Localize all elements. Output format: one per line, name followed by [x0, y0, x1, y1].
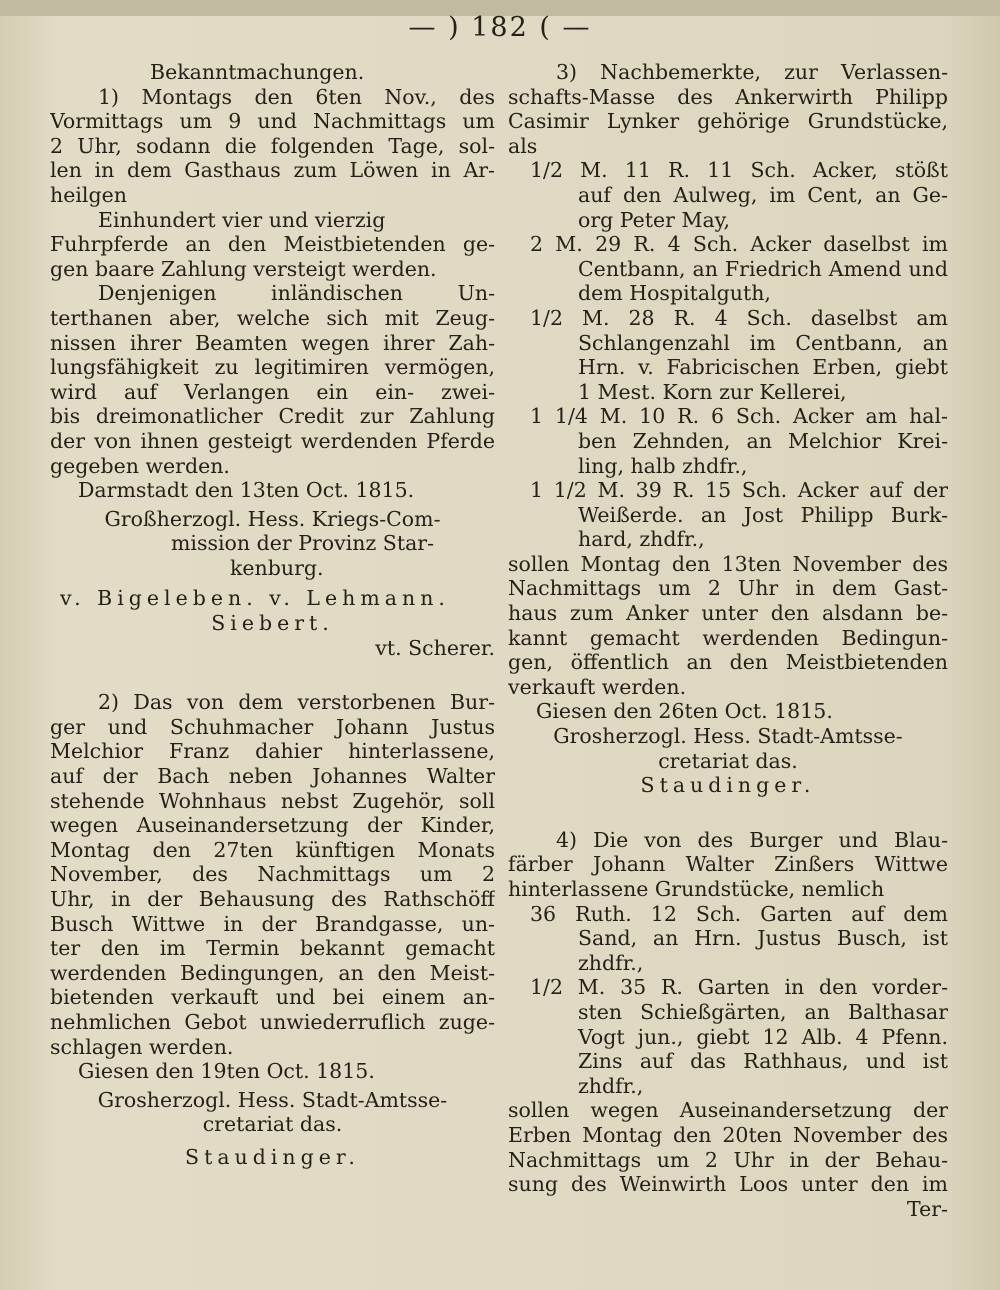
notice-1 [50, 85, 495, 661]
text-line: Uhr, in der Behausung des Rathschöff [50, 887, 495, 911]
authority-line: cretariat das. [658, 748, 798, 773]
item-line: sten Schießgärten, an Balthasar [578, 999, 948, 1024]
text-line: als [508, 133, 538, 158]
left-column [50, 60, 495, 1170]
text-line: schafts-Masse des Ankerwirth Philipp [508, 84, 948, 109]
text-line: Melchior Franz dahier hinterlassene, [50, 739, 495, 764]
text-line: gen, öffentlich an den Meistbietenden [508, 650, 948, 675]
authority-line: cretariat das. [202, 1112, 343, 1137]
text-line: auf der Bach neben Johannes Walter [50, 764, 495, 789]
text-line: schlagen werden. [50, 1034, 234, 1059]
text-line: wegen Auseinandersetzung der Kinder, [50, 813, 495, 838]
text-line: lungsfähigkeit zu legitimiren vermögen, [50, 355, 495, 380]
text-line: färber Johann Walter Zinßers Wittwe [508, 852, 948, 877]
text-line: November, des Nachmittags um 2 [50, 862, 495, 887]
property-item [508, 306, 948, 404]
signatory: Siebert. [211, 611, 334, 636]
item-line: ling, halb zhdfr., [578, 453, 748, 478]
property-item [508, 232, 948, 306]
text-line: wird auf Verlangen ein ein- zwei- [50, 379, 495, 404]
text-line: kannt gemacht werdenden Bedingun- [508, 625, 948, 650]
text-line: Busch Wittwe in der Brandgasse, un- [50, 911, 495, 936]
text-line: Einhundert vier und vierzig [98, 207, 386, 232]
item-line: 1 1/4 M. 10 R. 6 Sch. Acker am hal- [530, 404, 948, 429]
item-line: 36 Ruth. 12 Sch. Garten auf dem [530, 901, 948, 926]
notice-2 [50, 690, 495, 1169]
property-item [508, 158, 948, 232]
text-line: hinterlassene Grundstücke, nemlich [508, 877, 885, 901]
text-line: Vormittags um 9 und Nachmittags um [50, 109, 495, 134]
text-line: haus zum Anker unter den alsdann be- [508, 601, 948, 626]
property-item [508, 902, 948, 976]
text-line: Nachmittags um 2 Uhr in dem Gast- [508, 576, 948, 601]
text-line: Fuhrpferde an den Meistbietenden ge- [50, 232, 495, 257]
text-line: len in dem Gasthaus zum Löwen in Ar- [50, 158, 495, 183]
item-line: Weißerde. an Jost Philipp Burk- [578, 502, 948, 527]
text-line: terthanen aber, welche sich mit Zeug- [50, 305, 495, 330]
item-line: zhdfr., [578, 950, 644, 975]
notice-date: Darmstadt den 13ten Oct. 1815. [78, 478, 415, 503]
authority-line: Großherzogl. Hess. Kriegs-Com- [104, 506, 441, 531]
text-line: Montag den 27ten künftigen Monats [50, 837, 495, 862]
item-line: org Peter May, [578, 207, 731, 232]
signatory: v. Bigeleben. v. Lehmann. [60, 586, 450, 611]
item-line: 1/2 M. 28 R. 4 Sch. daselbst am [530, 305, 948, 330]
text-line: der von ihnen gesteigt werdenden Pferde [50, 428, 495, 453]
item-line: auf den Aulweg, im Cent, an Ge- [578, 182, 948, 207]
text-line: stehende Wohnhaus nebst Zugehör, soll [50, 788, 495, 813]
text-line: werdenden Bedingungen, an den Meist- [50, 960, 495, 985]
text-line: ger und Schuhmacher Johann Justus [50, 714, 495, 739]
item-line: Centbann, an Friedrich Amend und [578, 256, 948, 281]
authority-line: kenburg. [230, 555, 324, 580]
text-line: 2) Das von dem verstorbenen Bur- [98, 690, 495, 715]
text-line: verkauft werden. [508, 674, 687, 699]
text-line: Ter- [907, 1196, 948, 1221]
text-line: nissen ihrer Beamten wegen ihrer Zah- [50, 330, 495, 355]
text-line: 3) Nachbemerkte, zur Verlassen- [556, 60, 948, 84]
notice-date: Giesen den 26ten Oct. 1815. [536, 699, 833, 724]
item-line: dem Hospitalguth, [578, 281, 771, 306]
item-line: 1/2 M. 11 R. 11 Sch. Acker, stößt [530, 158, 948, 183]
item-line: 2 M. 29 R. 4 Sch. Acker daselbst im [530, 232, 948, 257]
item-line: 1 Mest. Korn zur Kellerei, [578, 379, 847, 404]
notice-4 [508, 828, 948, 1222]
right-column [508, 60, 948, 1221]
section-heading: Bekanntmachungen. [150, 60, 365, 84]
item-line: Zins auf das Rathhaus, und ist [578, 1049, 948, 1074]
text-line: Erben Montag den 20ten November des [508, 1122, 948, 1147]
signatory: vt. Scherer. [375, 635, 495, 660]
text-line: sollen Montag den 13ten November des [508, 551, 948, 576]
text-line: 2 Uhr, sodann die folgenden Tage, sol- [50, 133, 495, 158]
text-line: bietenden verkauft und bei einem an- [50, 985, 495, 1010]
text-line: gen baare Zahlung versteigt werden. [50, 256, 437, 281]
authority-line: Grosherzogl. Hess. Stadt-Amtsse- [97, 1087, 448, 1112]
text-line: sung des Weinwirth Loos unter den im [508, 1172, 948, 1197]
authority-line: Grosherzogl. Hess. Stadt-Amtsse- [553, 724, 903, 749]
item-line: zhdfr., [578, 1073, 644, 1098]
property-item [508, 975, 948, 1098]
text-line: Casimir Lynker gehörige Grundstücke, [508, 109, 948, 134]
text-line: bis dreimonatlicher Credit zur Zahlung [50, 404, 495, 429]
signatory: Staudinger. [640, 773, 816, 798]
item-line: ben Zehnden, an Melchior Krei- [578, 428, 948, 453]
text-line: 4) Die von des Burger und Blau- [556, 827, 948, 852]
text-line: ter den im Termin bekannt gemacht [50, 936, 495, 961]
item-line: 1/2 M. 35 R. Garten in den vorder- [530, 975, 948, 1000]
item-line: hard, zhdfr., [578, 527, 705, 552]
text-line: Nachmittags um 2 Uhr in der Behau- [508, 1147, 948, 1172]
property-item [508, 404, 948, 478]
text-line: heilgen [50, 182, 127, 207]
notice-date: Giesen den 19ten Oct. 1815. [78, 1059, 375, 1084]
text-line: Denjenigen inländischen Un- [98, 281, 495, 306]
item-line: Schlangenzahl im Centbann, an [578, 330, 948, 355]
text-line: sollen wegen Auseinandersetzung der [508, 1098, 948, 1123]
notice-3 [508, 60, 948, 798]
text-line: nehmlichen Gebot unwiederruflich zuge- [50, 1009, 495, 1034]
property-item [508, 478, 948, 552]
item-line: Vogt jun., giebt 12 Alb. 4 Pfenn. [578, 1024, 948, 1049]
item-line: 1 1/2 M. 39 R. 15 Sch. Acker auf der [530, 478, 948, 503]
page-number: — ) 182 ( — [408, 12, 592, 43]
authority-line: mission der Provinz Star- [170, 531, 435, 556]
text-line: gegeben werden. [50, 453, 230, 478]
text-line: 1) Montags den 6ten Nov., des [98, 84, 495, 109]
item-line: Hrn. v. Fabricischen Erben, giebt [578, 355, 948, 380]
signatory: Staudinger. [185, 1144, 360, 1169]
item-line: Sand, an Hrn. Justus Busch, ist [578, 926, 948, 951]
